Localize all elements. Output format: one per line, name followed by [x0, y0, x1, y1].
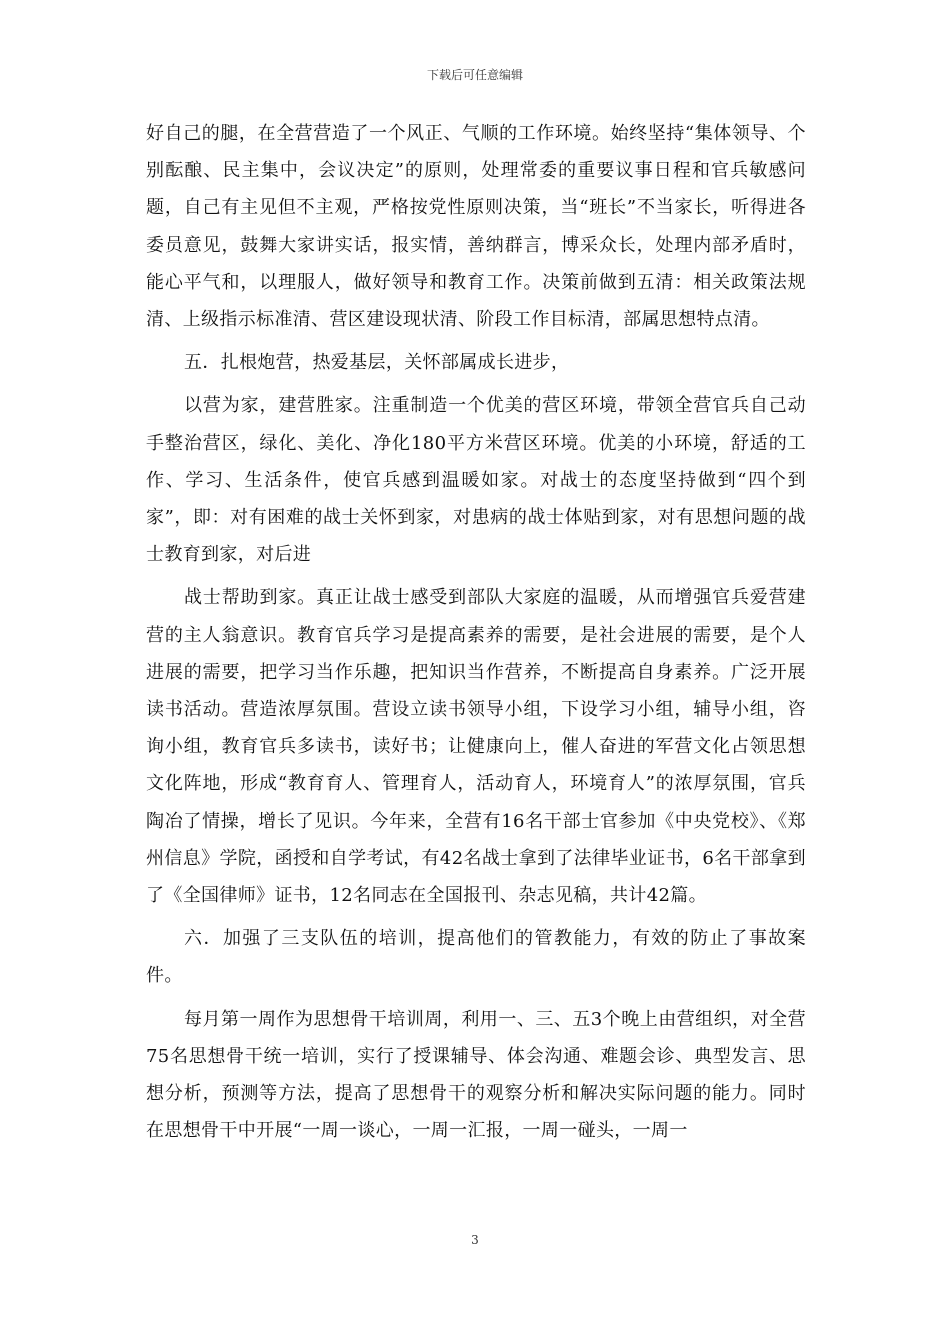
paragraph: 以营为家，建营胜家。注重制造一个优美的营区环境，带领全营官兵自己动手整治营区，绿化、美化、净化180平方米营区环境。优美的小环境，舒适的工作、学习、生活条件，使官兵感到温暖如家。对战士的态度坚持做到“四个到家”，即：对有困难的战士关怀到家，对患病的战士体贴到家，对有思想问题的战士教育到家，对后进 [146, 395, 806, 566]
paragraph: 战士帮助到家。真正让战士感受到部队大家庭的温暖，从而增强官兵爱营建营的主人翁意识。教育官兵学习是提高素养的需要，是社会进展的需要，是个人进展的需要，把学习当作乐趣，把知识当作营养，不断提高自身素养。广泛开展读书活动。营造浓厚氛围。营设立读书领导小组，下设学习小组，辅导小组，咨询小组，教育官兵多读书，读好书；让健康向上，催人奋进的军营文化占领思想文化阵地，形成“教育育人、管理育人，活动育人，环境育人”的浓厚氛围，官兵陶冶了情操，增长了见识。今年来，全营有16名干部士官参加《中央党校》、《郑州信息》学院，函授和自学考试，有42名战士拿到了法律毕业证书，6名干部拿到了《全国律师》证书，12名同志在全国报刊、杂志见稿，共计42篇。 [146, 587, 806, 907]
section-heading-six: 六．加强了三支队伍的培训，提高他们的管教能力，有效的防止了事故案件。 [146, 928, 806, 987]
section-heading-five: 五．扎根炮营，热爱基层，关怀部属成长进步， [184, 352, 570, 374]
page-header: 下载后可任意编辑 [426, 68, 523, 82]
paragraph-continued: 好自己的腿，在全营营造了一个风正、气顺的工作环境。始终坚持“集体领导、个别酝酿、民主集中，会议决定”的原则，处理常委的重要议事日程和官兵敏感问题，自己有主见但不主观，严格按党性原则决策，当“班长”不当家长，听得进各委员意见，鼓舞大家讲实话，报实情，善纳群言，博采众长，处理内部矛盾时，能心平气和，以理服人，做好领导和教育工作。决策前做到五清：相关政策法规清、上级指示标准清、营区建设现状清、阶段工作目标清，部属思想特点清。 [146, 123, 806, 331]
document-body [146, 115, 806, 1149]
page-number: 3 [471, 1233, 479, 1247]
paragraph: 每月第一周作为思想骨干培训周，利用一、三、五3个晚上由营组织，对全营75名思想骨干统一培训，实行了授课辅导、体会沟通、难题会诊、典型发言、思想分析，预测等方法，提高了思想骨干的观察分析和解决实际问题的能力。同时在思想骨干中开展“一周一谈心，一周一汇报，一周一碰头，一周一 [146, 1008, 806, 1142]
